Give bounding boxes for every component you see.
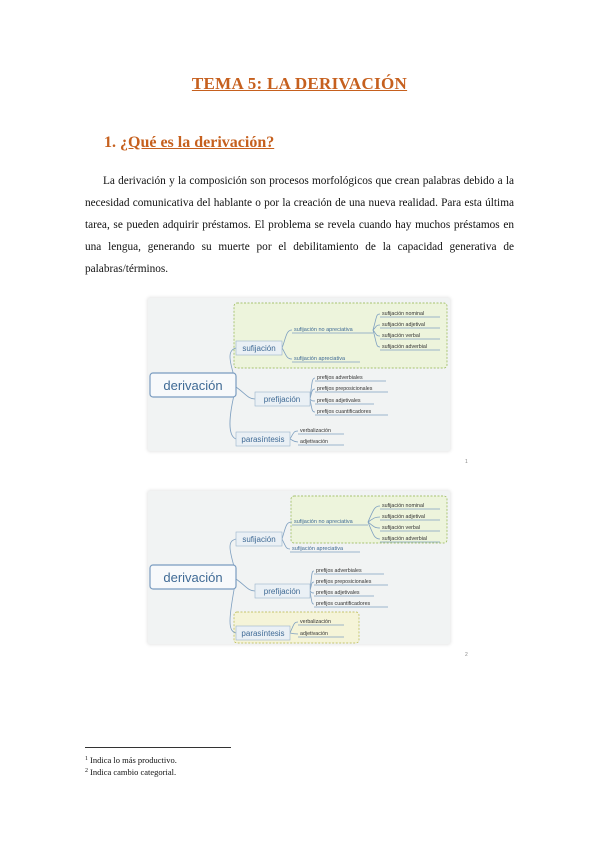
footnote-separator bbox=[85, 747, 231, 748]
sufijacion-node: sufijación bbox=[242, 344, 276, 353]
leaf-prefijos-adverbiales: prefijos adverbiales bbox=[317, 375, 363, 381]
leaf-prefijos-adverbiales-2: prefijos adverbiales bbox=[316, 568, 362, 574]
prefijacion-node-2: prefijación bbox=[263, 587, 301, 596]
leaf-prefijos-preposicionales: prefijos preposicionales bbox=[317, 386, 373, 392]
leaf-sufijacion-verbal: sufijación verbal bbox=[382, 333, 420, 339]
edge-root-prefijacion bbox=[236, 387, 255, 399]
page-title: TEMA 5: LA DERIVACIÓN bbox=[191, 74, 408, 93]
derivation-diagram-1 bbox=[148, 298, 450, 451]
leaf-prefijos-cuantificadores-2: prefijos cuantificadores bbox=[316, 601, 371, 607]
diagram-1-reference: 1 bbox=[465, 459, 468, 465]
leaf-prefijos-adjetivales-2: prefijos adjetivales bbox=[316, 590, 360, 596]
sufijacion-node-2: sufijación bbox=[242, 535, 276, 544]
leaf-sufijacion-nominal-2: sufijación nominal bbox=[382, 503, 425, 509]
leaf-prefijos-cuantificadores: prefijos cuantificadores bbox=[317, 409, 372, 415]
root-node-label: derivación bbox=[163, 378, 223, 393]
body-paragraph: La derivación y la composición son procesos morfológicos que crean palabras debido a la necesidad comunicativa del hablante o por la creación de una nueva realidad. Para esta última tarea, se pueden adquirir préstamos. El problema se revela cuando hay muchos préstamos en una lengua, generando su muerte por el debilitamiento de la capacidad generativa de palabras/términos. bbox=[85, 175, 514, 275]
leaf-sufijacion-adjetival-2: sufijación adjetival bbox=[382, 514, 425, 520]
root-node-label-2: derivación bbox=[163, 570, 223, 585]
footnote-1: $^1$ Indica lo más productivo. bbox=[85, 755, 177, 765]
sufijacion-apreciativa-node-2: sufijación apreciativa bbox=[292, 546, 344, 552]
derivation-diagram-2 bbox=[148, 491, 450, 644]
leaf-adjetivacion-2: adjetivación bbox=[300, 631, 328, 637]
prefijacion-node: prefijación bbox=[263, 395, 301, 404]
diagram-2-reference: 2 bbox=[465, 652, 468, 658]
footnotes bbox=[85, 754, 177, 778]
section-number: 1. bbox=[104, 134, 116, 151]
footnote-2: $^2$ Indica cambio categorial. bbox=[85, 767, 177, 777]
leaf-sufijacion-verbal-2: sufijación verbal bbox=[382, 525, 420, 531]
parasintesis-node: parasíntesis bbox=[241, 435, 285, 444]
parasintesis-node-2: parasíntesis bbox=[241, 629, 285, 638]
sufijacion-apreciativa-node: sufijación apreciativa bbox=[294, 356, 346, 362]
leaf-sufijacion-nominal: sufijación nominal bbox=[382, 311, 425, 317]
leaf-prefijos-preposicionales-2: prefijos preposicionales bbox=[316, 579, 372, 585]
leaf-prefijos-adjetivales: prefijos adjetivales bbox=[317, 398, 361, 404]
section-heading-text: ¿Qué es la derivación? bbox=[120, 134, 275, 151]
leaf-sufijacion-adverbial: sufijación adverbial bbox=[382, 344, 428, 350]
sufijacion-no-apreciativa-node: sufijación no apreciativa bbox=[294, 327, 353, 333]
leaf-adjetivacion: adjetivación bbox=[300, 439, 328, 445]
sufijacion-no-apreciativa-node-2: sufijación no apreciativa bbox=[294, 519, 353, 525]
section-heading bbox=[104, 134, 274, 152]
leaf-sufijacion-adjetival: sufijación adjetival bbox=[382, 322, 425, 328]
leaf-sufijacion-adverbial-2: sufijación adverbial bbox=[382, 536, 428, 542]
leaf-verbalizacion: verbalización bbox=[300, 428, 331, 434]
leaf-verbalizacion-2: verbalización bbox=[300, 619, 331, 625]
